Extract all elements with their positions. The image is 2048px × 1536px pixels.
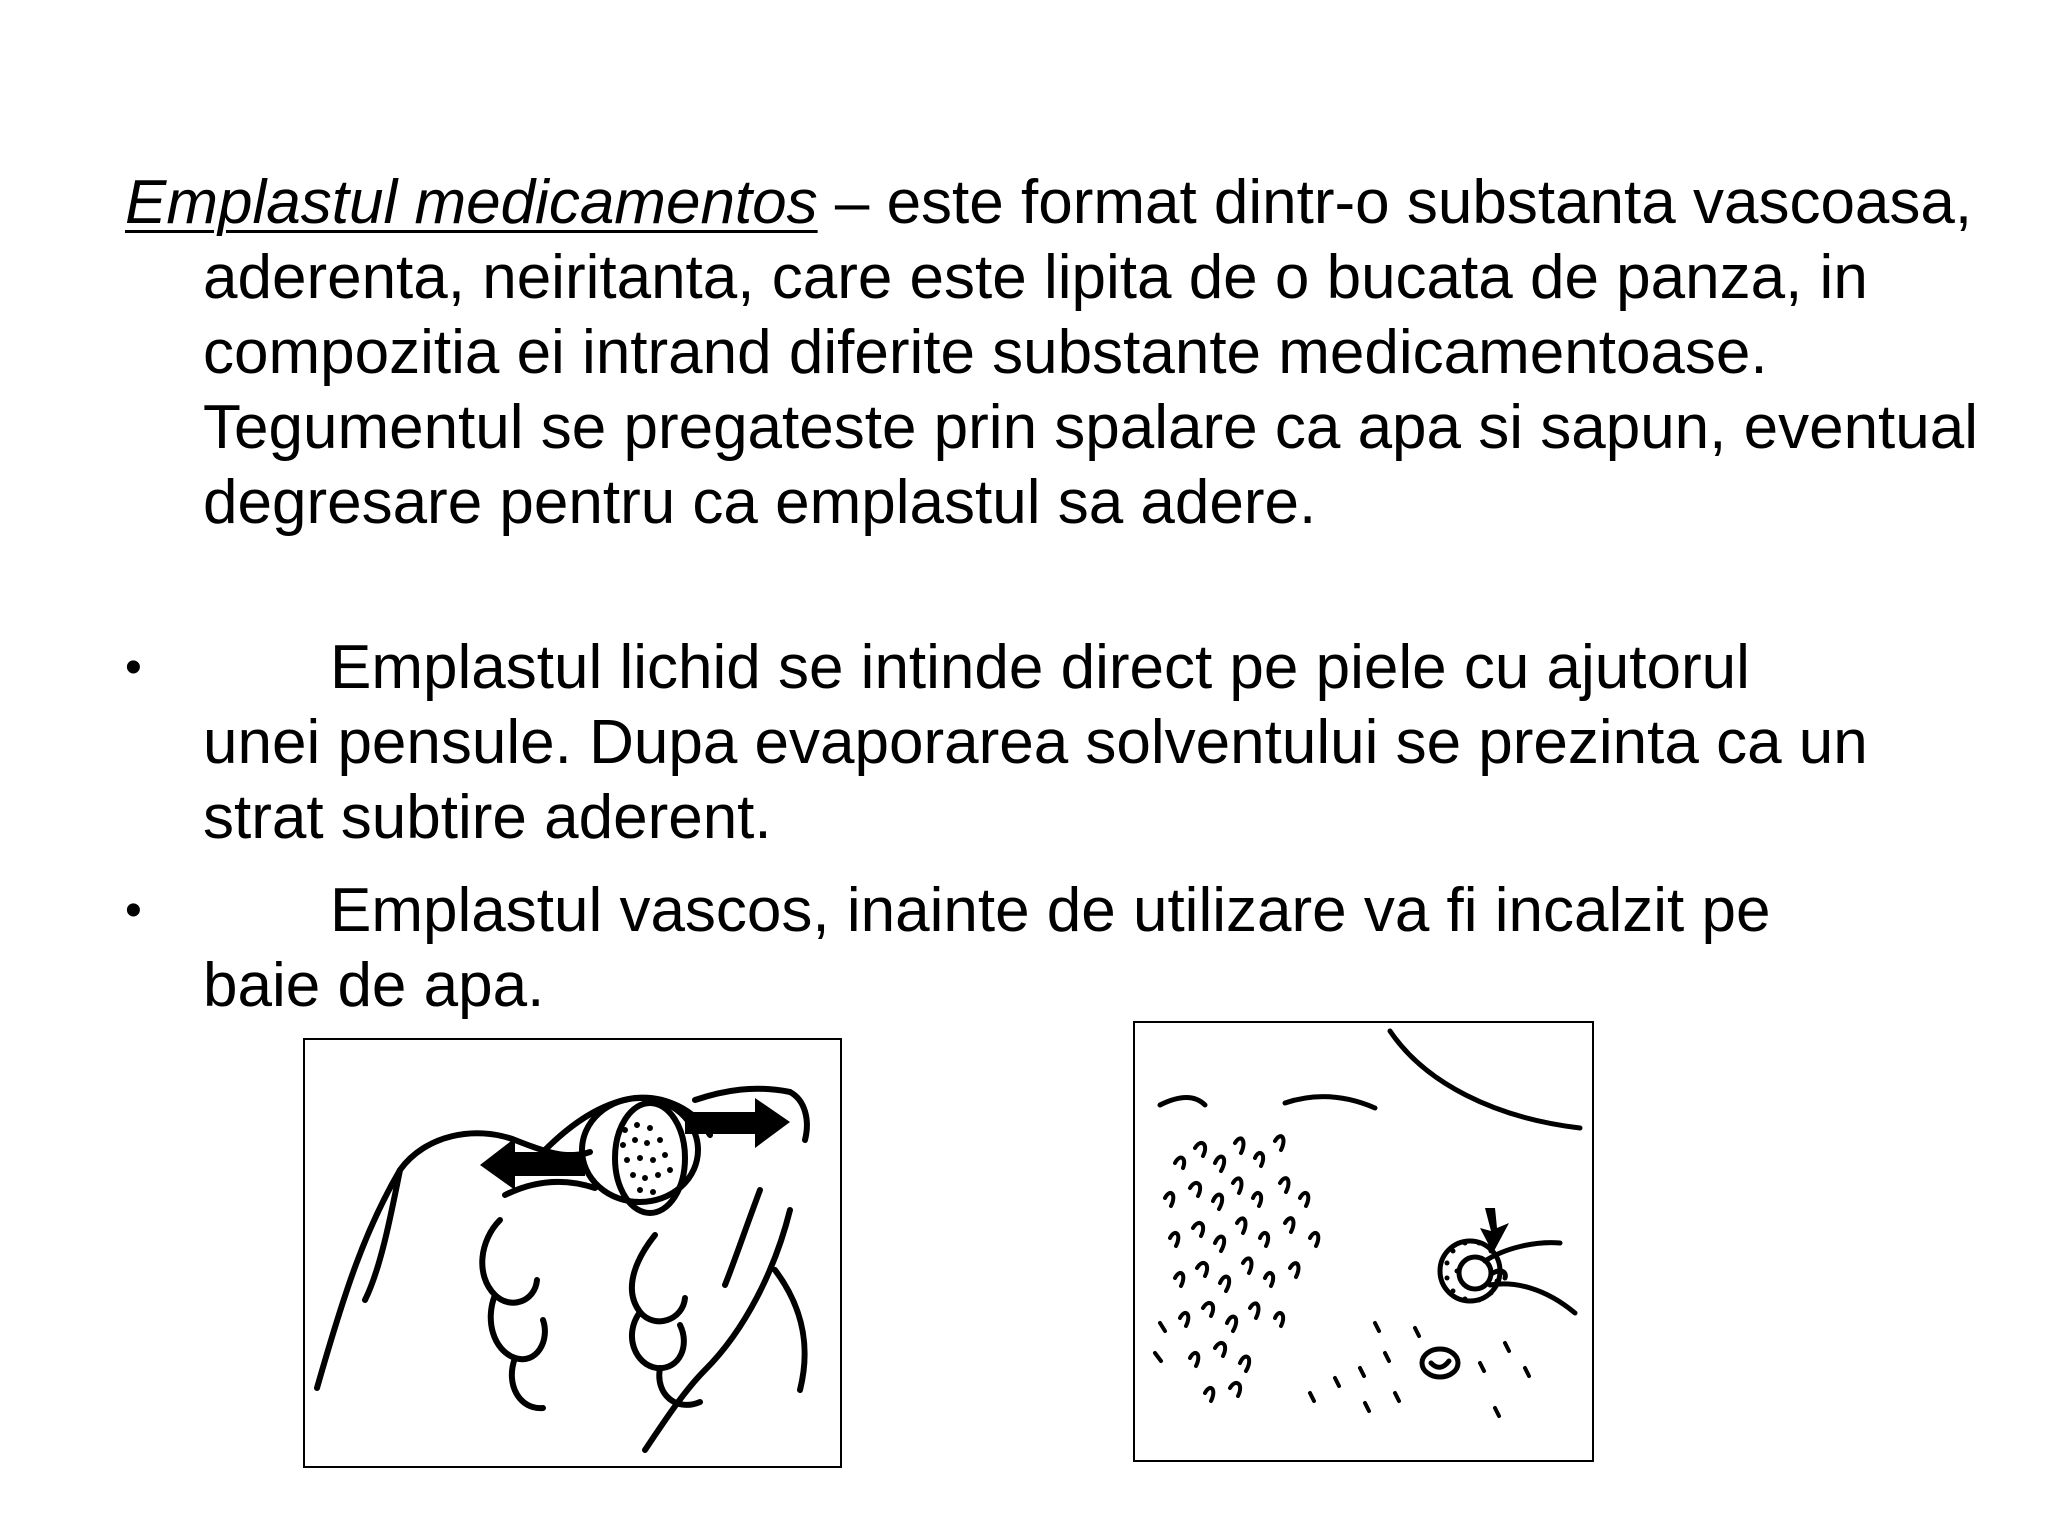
bullet-rest-text: unei pensule. Dupa evaporarea solventului se prezinta ca un strat subtire aderent. [203, 708, 1868, 852]
definition-text: – este format dintr-o substanta vascoasa, aderenta, neiritanta, care este lipita de o bucata de panza, in compozitia ei intrand diferite substante medicamentoase. Tegumentul se pregateste prin spalare ca apa si sapun, eventual degresare pentru ca emplastul sa adere. [203, 168, 1979, 537]
definition-paragraph [125, 165, 2048, 540]
bullet-rest-text: baie de apa. [203, 951, 545, 1020]
bullet-marker: • [125, 884, 142, 937]
hands-peeling-plaster-illustration [303, 1038, 842, 1468]
bullet-first-line: Emplastul lichid se intinde direct pe piele cu ajutorul [330, 633, 1750, 702]
hands-illustration-svg [305, 1040, 840, 1466]
bullet-first-line: Emplastul vascos, inainte de utilizare va fi incalzit pe [330, 876, 1771, 945]
bullet-item-viscous-plaster [125, 873, 1985, 1023]
bullet-item-liquid-plaster [125, 630, 1985, 855]
definition-term: Emplastul medicamentos [125, 168, 818, 237]
chest-illustration-svg [1135, 1023, 1592, 1460]
bullet-marker: • [125, 641, 142, 694]
plaster-applied-on-chest-illustration [1133, 1021, 1594, 1462]
